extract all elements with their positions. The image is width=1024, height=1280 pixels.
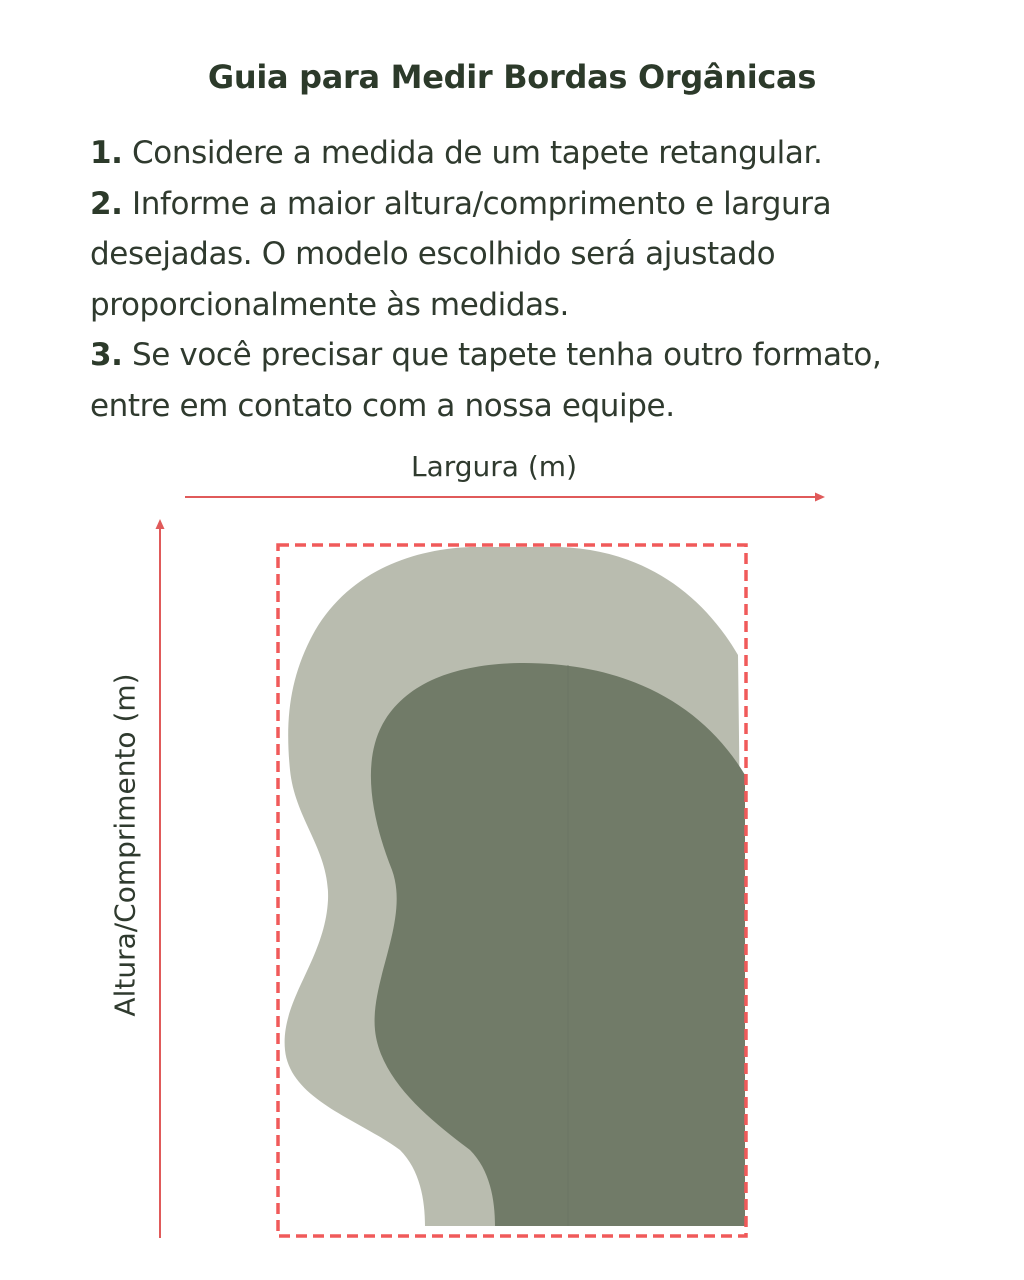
step-2-number: 2. — [90, 185, 123, 222]
width-arrow-head — [815, 493, 825, 502]
height-label: Altura/Comprimento (m) — [108, 673, 142, 1017]
step-1-number: 1. — [90, 135, 123, 171]
width-label: Largura (m) — [411, 450, 577, 483]
step-3-number: 3. — [90, 337, 123, 373]
height-arrow-head — [156, 519, 165, 529]
step-2-text: Informe a maior altura/comprimento e largura desejadas. O modelo escolhido será ajustado proporcionalmente às medidas. — [90, 185, 832, 323]
step-3-text: Se você precisar que tapete tenha outro formato, entre em contato com a nossa equipe. — [90, 337, 882, 424]
page-title: Guia para Medir Bordas Orgânicas — [207, 58, 817, 96]
step-1-text: Considere a medida de um tapete retangular. — [132, 135, 823, 171]
